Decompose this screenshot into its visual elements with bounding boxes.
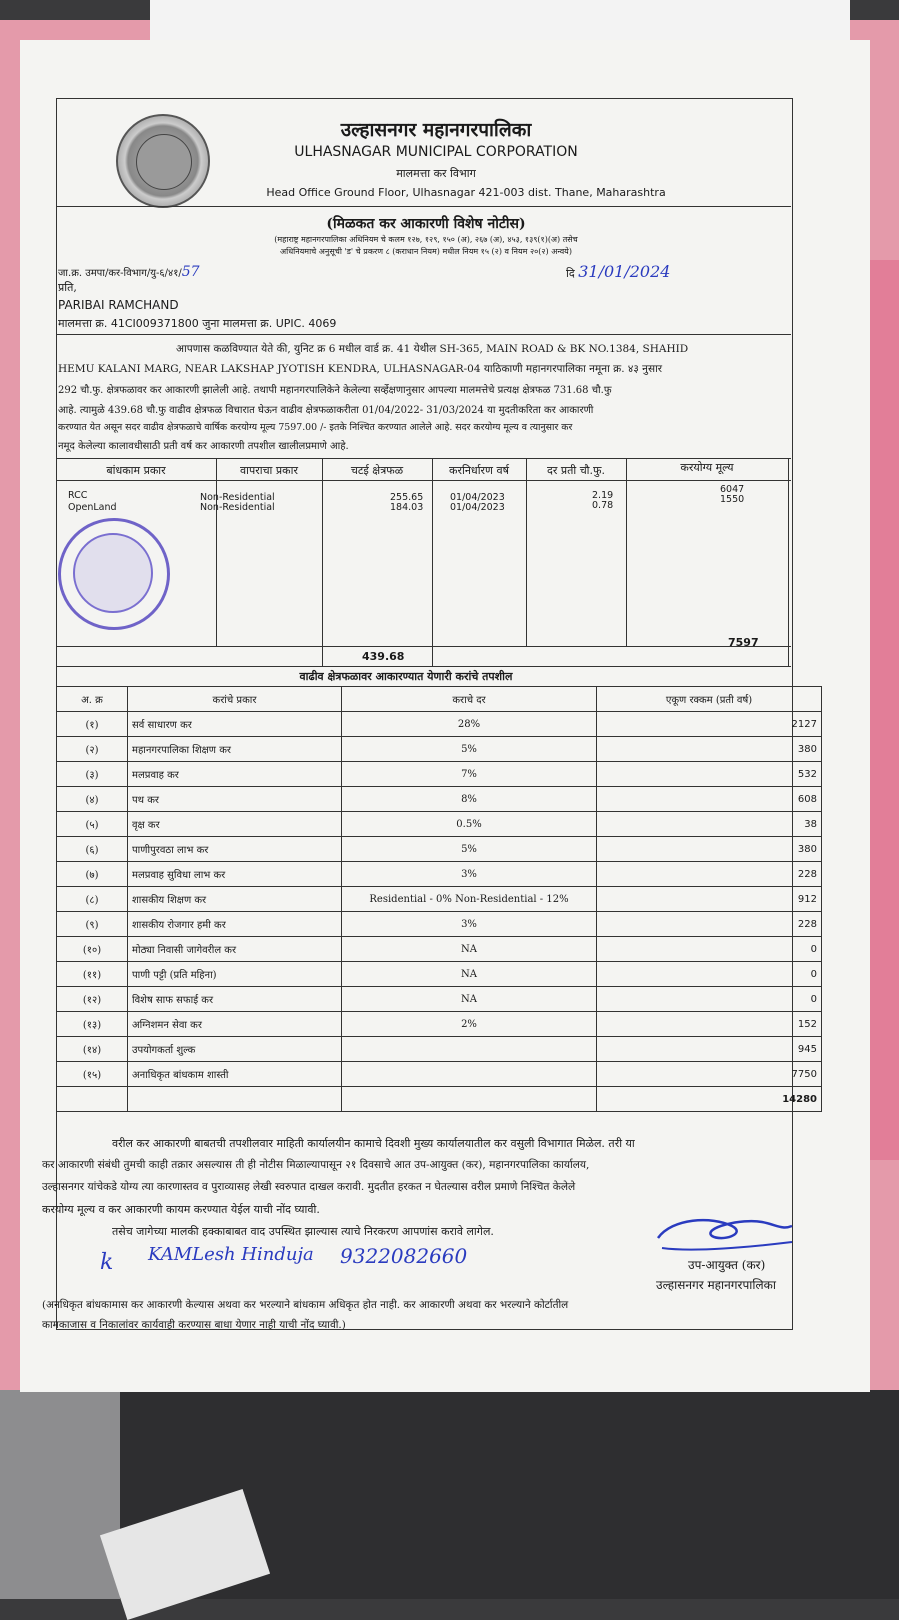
tax-type: मलप्रवाह कर	[128, 762, 342, 787]
footer-line-2: कर आकारणी संबंधी तुमची काही तक्रार असल्यास ती ही नोटीस मिळाल्यापासून २१ दिवसाचे आत उप-आयुक्त (कर), महानगरपालिका कार्यालय,	[42, 1159, 590, 1171]
tax-rate: 7%	[342, 762, 597, 787]
tax-serial: (१५)	[57, 1062, 128, 1087]
table-cell: 184.03	[390, 502, 424, 513]
tax-rate: 5%	[342, 837, 597, 862]
tax-total-blank	[57, 1087, 128, 1112]
tax-amount: 38	[597, 812, 822, 837]
tax-amount: 608	[597, 787, 822, 812]
disclaimer-line-2: कामकाजास व निकालांवर कार्यवाही करण्यास बाधा येणार नाही याची नोंद घ्यावी.)	[42, 1319, 346, 1331]
tax-amount: 945	[597, 1037, 822, 1062]
tax-row	[57, 812, 822, 837]
tax-serial: (७)	[57, 862, 128, 887]
tax-row	[57, 712, 822, 737]
body-line-5: करण्यात येत असून सदर वाढीव क्षेत्रफळाचे वार्षिक करयोग्य मूल्य 7597.00 /- इतके निश्चित करण्यात आलेले आहे. सदर करयोग्य मूल्य व त्यानुसार कर	[58, 422, 573, 433]
table-cell: 01/04/2023	[450, 502, 505, 513]
tax-serial: (१३)	[57, 1012, 128, 1037]
tax-rate: 8%	[342, 787, 597, 812]
tax-serial: (३)	[57, 762, 128, 787]
tax-amount: 380	[597, 837, 822, 862]
tax-amount: 532	[597, 762, 822, 787]
tax-row	[57, 1012, 822, 1037]
tax-row	[57, 737, 822, 762]
footer-line-4: करयोग्य मूल्य व कर आकारणी कायम करण्यात येईल याची नोंद घ्यावी.	[42, 1203, 320, 1216]
handwritten-mark: k	[100, 1250, 114, 1275]
tax-serial: (४)	[57, 787, 128, 812]
tax-rate	[342, 1037, 597, 1062]
disclaimer-line-1: (अनधिकृत बांधकामास कर आकारणी केल्यास अथवा कर भरल्याने बांधकाम अधिकृत होत नाही. कर आकारणी अथवा कर भरल्याने कोर्टातील	[42, 1299, 569, 1311]
tax-col-header: एकूण रक्कम (प्रती वर्ष)	[597, 687, 822, 712]
tax-rate: NA	[342, 987, 597, 1012]
footer-line-3: उल्हासनगर यांचेकडे योग्य त्या कारणास्तव व पुराव्यासह लेखी स्वरुपात दाखल करावी. मुदतीत हरकत न घेतल्यास वरील प्रमाणे निश्चित केलेले	[42, 1181, 576, 1193]
org-name-marathi: उल्हासनगर महानगरपालिका	[340, 119, 532, 141]
tax-amount: 152	[597, 1012, 822, 1037]
tax-serial: (१४)	[57, 1037, 128, 1062]
background-paper-top	[150, 0, 850, 40]
tax-rate: 3%	[342, 912, 597, 937]
tax-type: मोठ्या निवासी जागेवरील कर	[128, 937, 342, 962]
body-line-3: 292 चौ.फु. क्षेत्रफळावर कर आकारणी झालेली आहे. तथापी महानगरपालिकेने केलेल्या सर्व्हेक्षणानुसार आपल्या मालमत्तेचे प्रत्यक्ष क्षेत्रफळ 731.68 चौ.फु	[58, 385, 612, 396]
tax-total-blank	[128, 1087, 342, 1112]
body-line-2: HEMU KALANI MARG, NEAR LAKSHAP JYOTISH KENDRA, ULHASNAGAR-04 याठिकाणी महानगरपालिका नमूना क्र. ४३ नुसार	[58, 363, 663, 375]
tax-rate: NA	[342, 962, 597, 987]
notice-subtitle-1: (महाराष्ट्र महानगरपालिका अधिनियम चे कलम १२७, १२९, १५० (अ), २६७ (अ), ४५३, १३९(१)(अ) तसेच	[274, 235, 578, 244]
signatory-title: उप-आयुक्त (कर)	[688, 1258, 766, 1272]
department-name: मालमत्ता कर विभाग	[396, 167, 476, 180]
tax-grand-total: 14280	[597, 1087, 822, 1112]
tax-amount: 228	[597, 862, 822, 887]
notice-title: (मिळकत कर आकारणी विशेष नोटीस)	[326, 216, 526, 232]
table-cell: RCC	[68, 490, 88, 501]
tax-total-row	[57, 1087, 822, 1112]
tax-serial: (८)	[57, 887, 128, 912]
handwritten-phone: 9322082660	[340, 1244, 468, 1268]
tax-amount: 0	[597, 937, 822, 962]
col-header-area: चटई क्षेत्रफळ	[350, 464, 404, 477]
notice-date: दि 31/01/2024	[566, 262, 671, 281]
col-header-value: करयोग्य मूल्य	[680, 461, 734, 474]
tax-row	[57, 862, 822, 887]
tax-type: शासकीय रोजगार हमी कर	[128, 912, 342, 937]
tax-type: अग्निशमन सेवा कर	[128, 1012, 342, 1037]
tax-serial: (१)	[57, 712, 128, 737]
tax-rate: 3%	[342, 862, 597, 887]
office-address: Head Office Ground Floor, Ulhasnagar 421-003 dist. Thane, Maharashtra	[266, 186, 666, 199]
tax-row	[57, 837, 822, 862]
tax-amount: 0	[597, 962, 822, 987]
tax-row	[57, 937, 822, 962]
tax-type: पाणीपुरवठा लाभ कर	[128, 837, 342, 862]
tax-col-header: अ. क्र	[57, 687, 128, 712]
tax-rate: 28%	[342, 712, 597, 737]
background-floor	[0, 1390, 120, 1599]
table-cell: 01/04/2023	[450, 492, 505, 503]
tax-rate: 2%	[342, 1012, 597, 1037]
tax-row	[57, 762, 822, 787]
tax-rate: Residential - 0% Non-Residential - 12%	[342, 887, 597, 912]
tax-type: वृक्ष कर	[128, 812, 342, 837]
handwritten-name: KAMLesh Hinduja	[148, 1244, 314, 1265]
tax-rate: NA	[342, 937, 597, 962]
tax-col-header: कराचे दर	[342, 687, 597, 712]
footer-line-1: वरील कर आकारणी बाबतची तपशीलवार माहिती कार्यालयीन कामाचे दिवशी मुख्य कार्यालयातील कर वसुली विभागात मिळेल. तरी या	[112, 1137, 635, 1150]
tax-row	[57, 787, 822, 812]
tax-amount: 7750	[597, 1062, 822, 1087]
col-header-year: करनिर्धारण वर्ष	[449, 464, 509, 477]
tax-amount: 380	[597, 737, 822, 762]
tax-type: महानगरपालिका शिक्षण कर	[128, 737, 342, 762]
table-cell: Non-Residential	[200, 492, 275, 503]
reference-number: जा.क्र. उमपा/कर-विभाग/यु-६/४१/57	[58, 264, 200, 280]
body-line-4: आहे. त्यामुळे 439.68 चौ.फु वाढीव क्षेत्रफळ विचारात घेऊन वाढीव क्षेत्रफळाकरीता 01/04/2022- 31/03/2024 या मुदतीकरिता कर आकारणी	[58, 405, 594, 416]
tax-type: विशेष साफ सफाई कर	[128, 987, 342, 1012]
table-cell: OpenLand	[68, 502, 117, 513]
office-stamp-seal	[58, 518, 170, 630]
total-taxable-value: 7597	[728, 636, 759, 649]
tax-row	[57, 987, 822, 1012]
tax-serial: (६)	[57, 837, 128, 862]
tax-col-header: करांचे प्रकार	[128, 687, 342, 712]
tax-type: पाणी पट्टी (प्रति महिना)	[128, 962, 342, 987]
tax-rate	[342, 1062, 597, 1087]
property-number: मालमत्ता क्र. 41CI009371800 जुना मालमत्ता क्र. UPIC. 4069	[58, 317, 337, 330]
tax-amount: 912	[597, 887, 822, 912]
tax-type: अनाधिकृत बांधकाम शास्ती	[128, 1062, 342, 1087]
notice-sheet	[42, 98, 817, 1398]
tax-type: शासकीय शिक्षण कर	[128, 887, 342, 912]
tax-row	[57, 1037, 822, 1062]
body-line-1: आपणास कळविण्यात येते की, युनिट क्र 6 मधील वार्ड क्र. 41 येथील SH-365, MAIN ROAD & BK NO.1384, SHAHID	[176, 343, 689, 355]
recipient-name: PARIBAI RAMCHAND	[58, 298, 179, 312]
tax-table	[56, 686, 822, 1112]
tax-serial: (१२)	[57, 987, 128, 1012]
tax-table-caption: वाढीव क्षेत्रफळावर आकारण्यात येणारी करांचे तपशील	[299, 670, 513, 683]
municipal-seal-logo	[116, 114, 210, 208]
recipient-label: प्रति,	[58, 281, 77, 294]
col-header-rate: दर प्रती चौ.फु.	[546, 464, 606, 477]
org-name-english: ULHASNAGAR MUNICIPAL CORPORATION	[294, 144, 578, 160]
table-cell: 1550	[720, 494, 745, 505]
officer-signature	[652, 1208, 802, 1254]
tax-serial: (९)	[57, 912, 128, 937]
tax-serial: (२)	[57, 737, 128, 762]
tax-amount: 0	[597, 987, 822, 1012]
tax-type: उपयोगकर्ता शुल्क	[128, 1037, 342, 1062]
tax-serial: (५)	[57, 812, 128, 837]
tax-type: सर्व साधारण कर	[128, 712, 342, 737]
notice-subtitle-2: अधिनियमाचे अनुसूची 'ड' चे प्रकरण ८ (कराधान नियम) मधील नियम १५ (२) व नियम २०(२) अन्वये)	[280, 247, 572, 256]
total-area: 439.68	[362, 650, 405, 663]
address-divider	[56, 334, 791, 335]
signatory-org: उल्हासनगर महानगरपालिका	[656, 1278, 776, 1292]
tax-rate: 5%	[342, 737, 597, 762]
body-line-6: नमूद केलेल्या कालावधीसाठी प्रती वर्ष कर आकारणी तपशील खालीलप्रमाणे आहे.	[58, 441, 349, 452]
tax-row	[57, 887, 822, 912]
tax-row	[57, 912, 822, 937]
tax-row	[57, 1062, 822, 1087]
tax-amount: 228	[597, 912, 822, 937]
tax-serial: (१०)	[57, 937, 128, 962]
table-cell: Non-Residential	[200, 502, 275, 513]
tax-total-blank	[342, 1087, 597, 1112]
tax-serial: (११)	[57, 962, 128, 987]
tax-row	[57, 962, 822, 987]
tax-type: मलप्रवाह सुविधा लाभ कर	[128, 862, 342, 887]
tax-type: पथ कर	[128, 787, 342, 812]
header-divider	[56, 206, 791, 207]
col-header-construction: बांधकाम प्रकार	[106, 464, 166, 477]
table-cell: 2.19	[592, 490, 614, 501]
notice-document	[20, 40, 870, 1392]
table-cell: 0.78	[592, 500, 614, 511]
tax-rate: 0.5%	[342, 812, 597, 837]
col-header-usage: वापराचा प्रकार	[240, 464, 298, 477]
tax-amount: 2127	[597, 712, 822, 737]
ownership-note: तसेच जागेच्या मालकी हक्काबाबत वाद उपस्थित झाल्यास त्याचे निरकरण आपणांस करावे लागेल.	[112, 1225, 494, 1238]
table-cell: 255.65	[390, 492, 424, 503]
table-cell: 6047	[720, 484, 745, 495]
